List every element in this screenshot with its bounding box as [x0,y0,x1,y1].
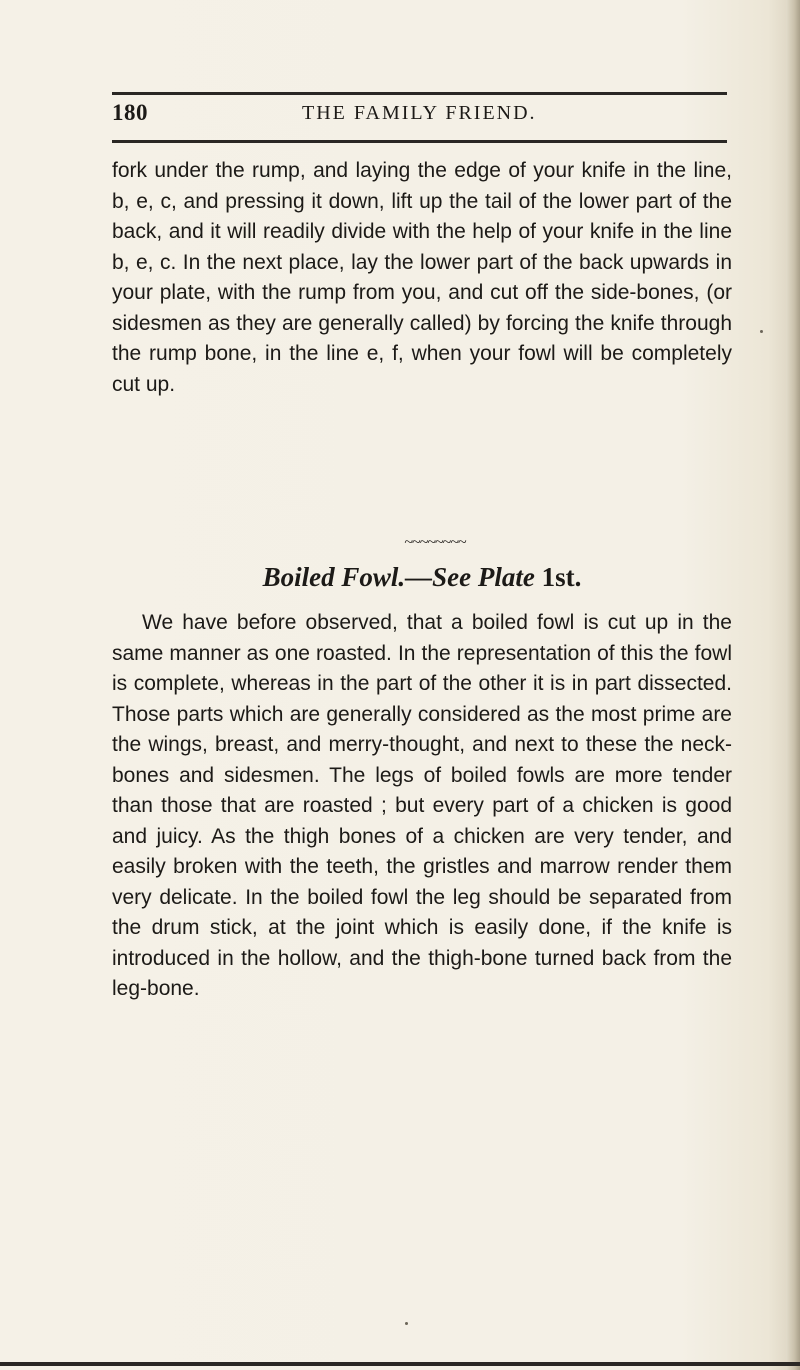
paper-speck [760,330,763,333]
bottom-edge-rule [0,1362,800,1366]
paragraph-carving-instructions [112,156,732,400]
binding-edge [786,0,800,1370]
page-number: 180 [112,100,148,125]
heading-plate-number: 1st. [541,562,582,592]
running-head [112,100,727,136]
paragraph-boiled-fowl [112,608,732,1005]
paragraph-text: We have before observed, that a boiled fowl is cut up in the same manner as one roasted. In the representation of this the fowl is complete, whereas in the part of the other it is in part dissected. Those parts which are generally considered as the most prime are the wings, breast, and merry-thought, and next to these the neck-bones and sidesmen. The legs of boiled fowls are more tender than those that are roasted ; but every part of a chicken is good and juicy. As the thigh bones of a chicken are very tender, and easily broken with the teeth, the gristles and marrow render them very delicate. In the boiled fowl the leg should be separated from the drum stick, at the joint which is easily done, if the knife is introduced in the hollow, and the thigh-bone turned back from the leg-bone. [112,611,732,1000]
heading-text: Boiled Fowl.—See Plate [262,562,535,592]
section-ornament: ~~~~~~~~ [404,534,466,551]
section-heading [112,562,732,593]
paragraph-text: fork under the rump, and laying the edge of your knife in the line, b, e, c, and pressing it down, lift up the tail of the lower part of the back, and it will readily divide with the help of your knife in the line b, e, c. In the next place, lay the lower part of the back upwards in your plate, with the rump from you, and cut off the side-bones, (or sidesmen as they are generally called) by forcing the knife through the rump bone, in the line e, f, when your fowl will be completely cut up. [112,159,732,396]
head-rule [112,140,727,143]
running-title: THE FAMILY FRIEND. [302,102,537,124]
top-rule [112,92,727,95]
paper-speck [405,1322,408,1325]
